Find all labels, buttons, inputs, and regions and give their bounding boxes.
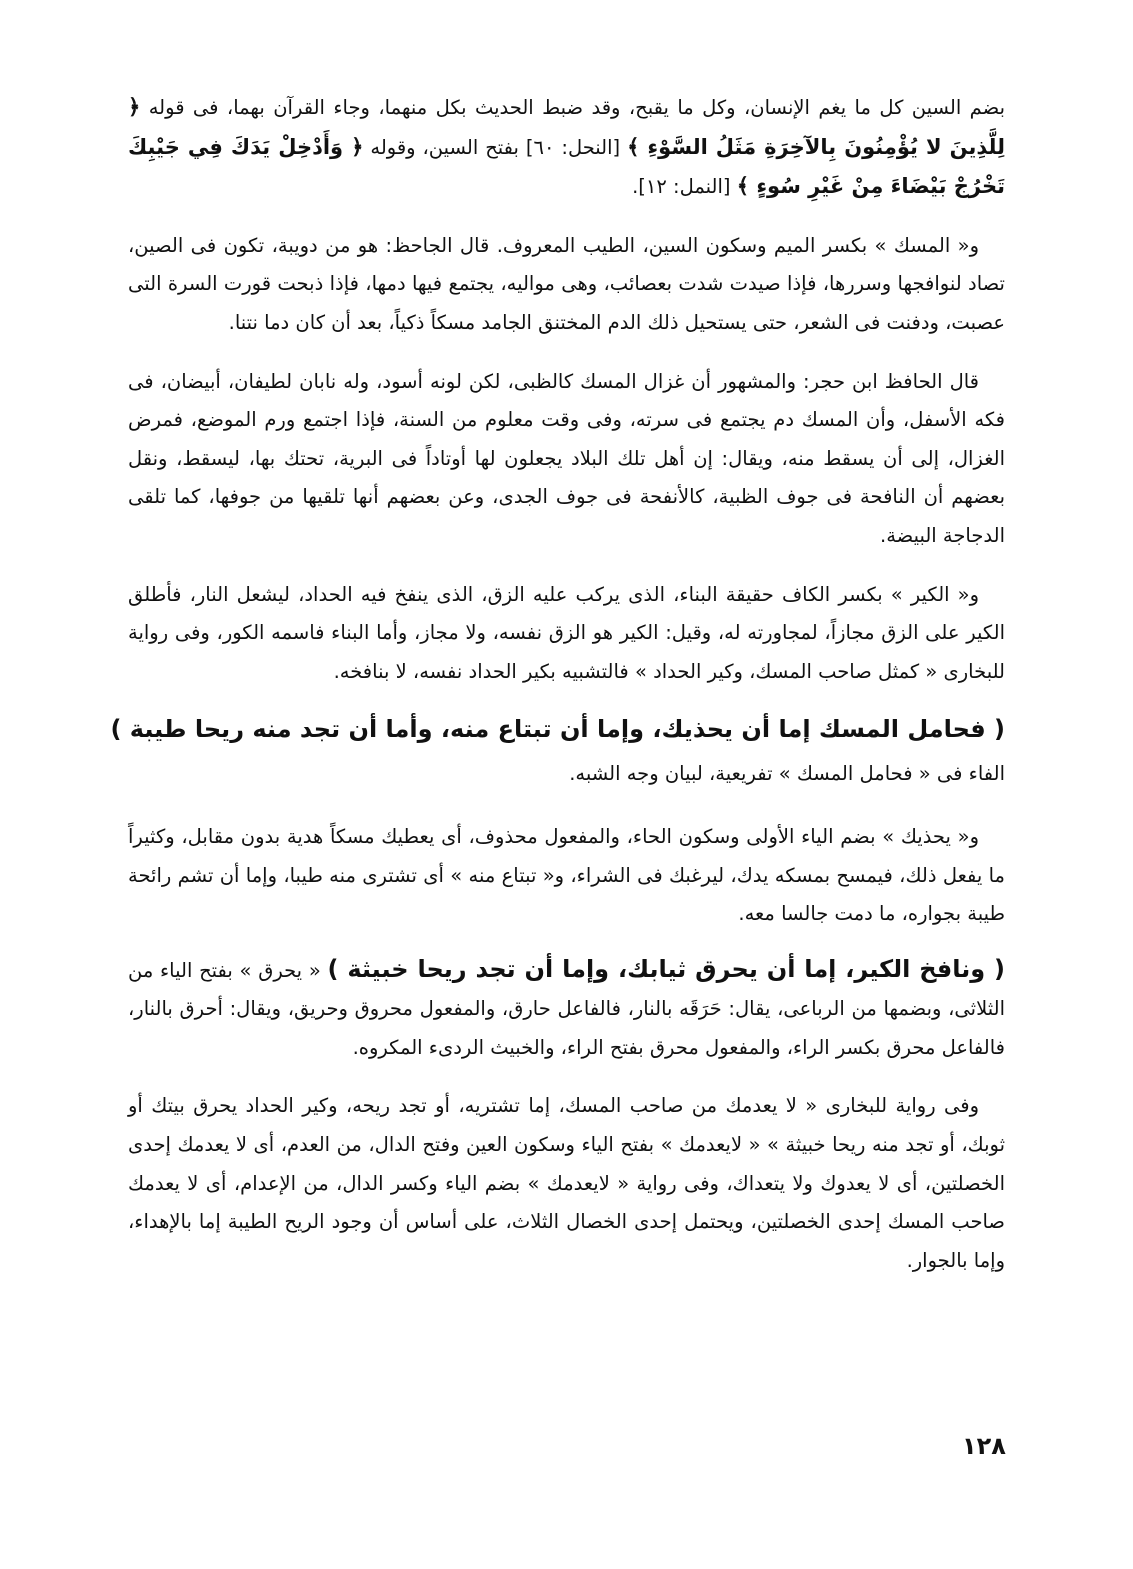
paragraph-1-text-b: [النحل: ٦٠] بفتح السين، وقوله [363,135,628,159]
document-page [110,88,1005,1300]
quran-verse-2: ﴿ وَأَدْخِلْ يَدَكَ فِي جَيْبِكَ تَخْرُجْ بَيْضَاءَ مِنْ غَيْرِ سُوءٍ ﴾ [128,134,1005,199]
paragraph-4: و« الكير » بكسر الكاف حقيقة البناء، الذى يركب عليه الزق، الذى ينفخ فيه الحداد، ليشعل النار، فأطلق الكير على الزق مجازاً، لمجاورته له، وقيل: الكير هو الزق نفسه، ولا مجاز، وأما البناء فاسمه الكور، وفى رواية للبخارى « كمثل صاحب المسك، وكير الحداد » فالتشبيه بكير الحداد نفسه، لا بنافخه. [128,582,1005,683]
spacer [128,1067,1005,1087]
paragraph-1-text-c: [النمل: ١٢]. [632,175,737,199]
paragraph-1 [128,88,1005,207]
paragraph-2: و« المسك » بكسر الميم وسكون السين، الطيب المعروف. قال الجاحظ: هو من دويبة، تكون فى الصين، تصاد لنوافجها وسررها، فإذا صيدت شدت بعصائب، وهى مواليه، يجتمع فيها دمها، فإذا ذبحت قورت السرة التى عصبت، ودفنت فى الشعر، حتى يستحيل ذلك الدم المختنق الجامد مسكاً ذكياً، بعد أن كان دما نتنا. [128,233,1005,334]
page-number: ١٢٨ [962,1432,1006,1460]
paragraph-5: الفاء فى « فحامل المسك » تفريعية، لبيان وجه الشبه. [569,762,1005,786]
paragraph-6: و« يحذيك » بضم الياء الأولى وسكون الحاء، والمفعول محذوف، أى يعطيك مسكاً هدية بدون مقابل، وكثيراً ما يفعل ذلك، فيمسح بمسكه يدك، ليرغبك فى الشراء، و« تبتاع منه » أى تشترى منه طيبا، وإما أن تشم رائحة طيبة بجواره، ما دمت جالسا معه. [128,824,1005,926]
paragraph-7 [128,950,1005,1068]
paragraph-7-text: « يحرق » بفتح الياء من الثلاثى، وبضمها من الرباعى، يقال: حَرَقَه بالنار، فالفاعل حارق، والمفعول محروق وحريق، ويقال: أحرق بالنار، فالفاعل محرق بكسر الراء، والمفعول محرق بفتح الراء، والخبيث الردىء المكروه. [128,958,1005,1059]
paragraph-3: قال الحافظ ابن حجر: والمشهور أن غزال المسك كالظبى، لكن لونه أسود، وله نابان لطيفان، أبيضان، فى فكه الأسفل، وأن المسك دم يجتمع فى سرته، وفى وقت معلوم من السنة، فإذا اجتمع ورم الموضع، فمرض الغزال، إلى أن يسقط منه، ويقال: إن أهل تلك البلاد يجعلون لها أوتاداً فى البرية، تحتك بها، ليسقط، ونقل بعضهم أن النافحة فى جوف الظبية، كالأنفحة فى جوف الجدى، وعن بعضهم أنها تلقيها من جوفها، كما تلقى الدجاجة البيضة. [128,369,1005,547]
paragraph-8: وفى رواية للبخارى « لا يعدمك من صاحب المسك، إما تشتريه، أو تجد ريحه، وكير الحداد يحرق بيتك أو ثوبك، أو تجد منه ريحا خبيثة » « لايعدمك » بفتح الياء وسكون العين وفتح الدال، من العدم، أى لا يعدمك إحدى الخصلتين، أى لا يعدوك ولا يتعداك، وفى رواية « لايعدمك » بضم الياء وكسر الدال، من الإعدام، أى لا يعدمك صاحب المسك إحدى الخصلتين، ويحتمل إحدى الخصال الثلاث، على أساس أن وجود الريح الطيبة إما بالإهداء، وإما بالجوار. [128,1094,1005,1272]
paragraph-1-text-a: بضم السين كل ما يغم الإنسان، وكل ما يقبح، وقد ضبط الحديث بكل منهما، وجاء القرآن بهما، فى قوله [140,96,1005,119]
hadith-heading-2: ( ونافخ الكير، إما أن يحرق ثيابك، وإما أن تجد ريحا خبيثة ) [327,954,1005,983]
hadith-heading-1: ( فحامل المسك إما أن يحذيك، وإما أن تبتاع منه، وأما أن تجد منه ريحا طيبة ) [110,715,1005,744]
quran-verse-1: ﴿ لِلَّذِينَ لا يُؤْمِنُونَ بِالآخِرَةِ مَثَلُ السَّوْءِ ﴾ [128,95,1005,159]
